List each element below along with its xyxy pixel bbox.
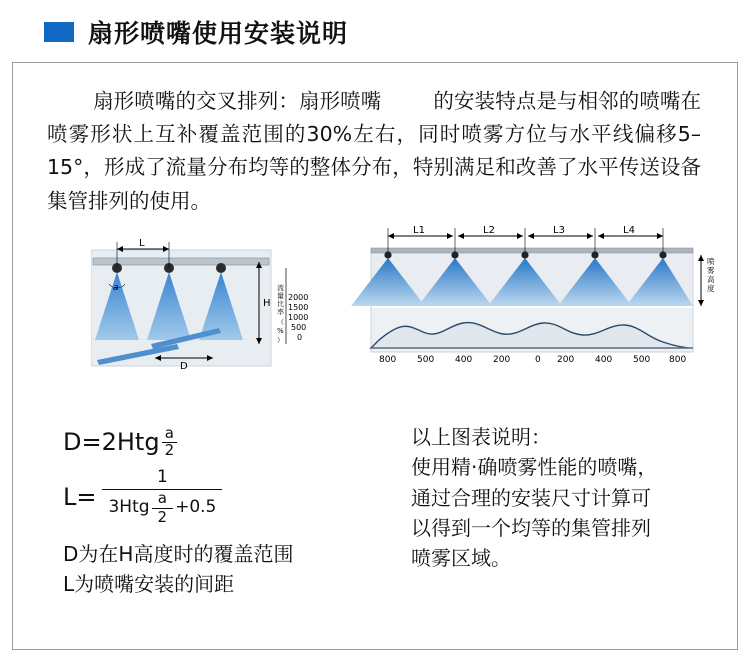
figure-right-tick: 500 xyxy=(633,354,651,365)
figure-right-tick: 800 xyxy=(669,354,687,365)
svg-text:（: （ xyxy=(277,317,284,326)
page-header xyxy=(0,0,750,60)
figure-right-label-L4: L4 xyxy=(623,224,635,236)
formula-l-den-fraction xyxy=(152,488,174,526)
figure-right-tick: 400 xyxy=(455,354,473,365)
figure-left-tick: 1500 xyxy=(288,302,309,312)
note-line-4: 以得到一个均等的集管排列 xyxy=(411,515,651,540)
svg-text:量: 量 xyxy=(277,291,284,300)
note-line-2: 使用精·确喷雾性能的喷嘴， xyxy=(411,455,658,480)
svg-text:高: 高 xyxy=(707,274,715,284)
intro-paragraph xyxy=(13,63,737,218)
formula-l-fraction xyxy=(102,468,222,525)
formula-l-lhs: L= xyxy=(63,482,97,511)
formula-desc-l: L为喷嘴安装的间距 xyxy=(63,572,235,597)
svg-text:%: % xyxy=(277,326,284,335)
paragraph-part1: 扇形喷嘴的交叉排列：扇形喷嘴 xyxy=(93,89,382,113)
figure-left-tick: 500 xyxy=(291,322,307,332)
figure-right-label-L1: L1 xyxy=(413,224,425,236)
content-frame xyxy=(12,62,738,650)
figure-left-label-H: H xyxy=(263,297,271,309)
formula-d-lhs: D=2Htg xyxy=(63,428,160,457)
formula-l-den-post: +0.5 xyxy=(175,497,217,518)
formula-l-den xyxy=(102,489,222,526)
figure-nozzle-geometry xyxy=(91,232,319,384)
page-title: 扇形喷嘴使用安装说明 xyxy=(88,19,349,48)
figure-left-label-D: D xyxy=(180,360,188,372)
paragraph-rest: 是与相邻的喷嘴在喷雾形状上互补覆盖范围的30%左右，同时喷雾方位与水平线偏移5–15°，形成了流量分布均等的整体分布，特别满足和改善了水平传送设备集管排列的使用。 xyxy=(47,89,702,213)
bottom-row xyxy=(13,423,737,616)
figure-right-label-L3: L3 xyxy=(553,224,565,236)
formula-line-2 xyxy=(63,468,393,525)
formula-d-num: a xyxy=(164,423,174,442)
formula-line-1 xyxy=(63,423,393,459)
formula-desc-d: D为在H高度时的覆盖范围 xyxy=(63,542,294,567)
figures-row xyxy=(13,224,737,392)
figure-right-label-L2: L2 xyxy=(483,224,495,236)
figure-left-tick: 0 xyxy=(297,332,303,342)
figure-left-axis-title: 流 xyxy=(277,283,284,292)
figure-left-label-a: a xyxy=(113,282,119,293)
figure-spray-distribution xyxy=(343,222,750,384)
figure-right-tick: 0 xyxy=(535,354,541,365)
svg-text:比: 比 xyxy=(277,299,284,308)
figure-left-label-L: L xyxy=(139,237,145,249)
svg-text:率: 率 xyxy=(277,307,284,316)
formula-l-den-den: 2 xyxy=(152,508,174,526)
figure-left-tick: 2000 xyxy=(288,292,309,302)
note-block xyxy=(411,422,711,574)
note-line-5: 喷雾区域。 xyxy=(411,546,511,571)
figure-right-tick: 200 xyxy=(557,354,575,365)
formula-block xyxy=(63,423,393,600)
figure-right-tick: 200 xyxy=(493,354,511,365)
figure-right-tick: 400 xyxy=(595,354,613,365)
svg-text:）: ） xyxy=(277,335,284,344)
svg-text:雾: 雾 xyxy=(707,265,715,275)
figure-left-tick: 1000 xyxy=(288,312,309,322)
note-line-1: 以上图表说明： xyxy=(411,424,551,449)
header-marker-icon xyxy=(44,22,74,42)
formula-l-num: 1 xyxy=(157,467,168,488)
formula-l-den-pre: 3Htg xyxy=(108,497,150,518)
figure-right-height-label: 喷 xyxy=(707,256,715,266)
figure-right-tick: 800 xyxy=(379,354,397,365)
formula-d-den: 2 xyxy=(162,442,178,459)
formula-l-den-num: a xyxy=(157,488,167,507)
figure-right-tick: 500 xyxy=(417,354,435,365)
formula-d-fraction xyxy=(162,423,178,459)
note-line-3: 通过合理的安装尺寸计算可 xyxy=(411,485,651,510)
svg-text:度: 度 xyxy=(707,283,715,293)
paragraph-part2: 的安装特点 xyxy=(433,89,537,113)
